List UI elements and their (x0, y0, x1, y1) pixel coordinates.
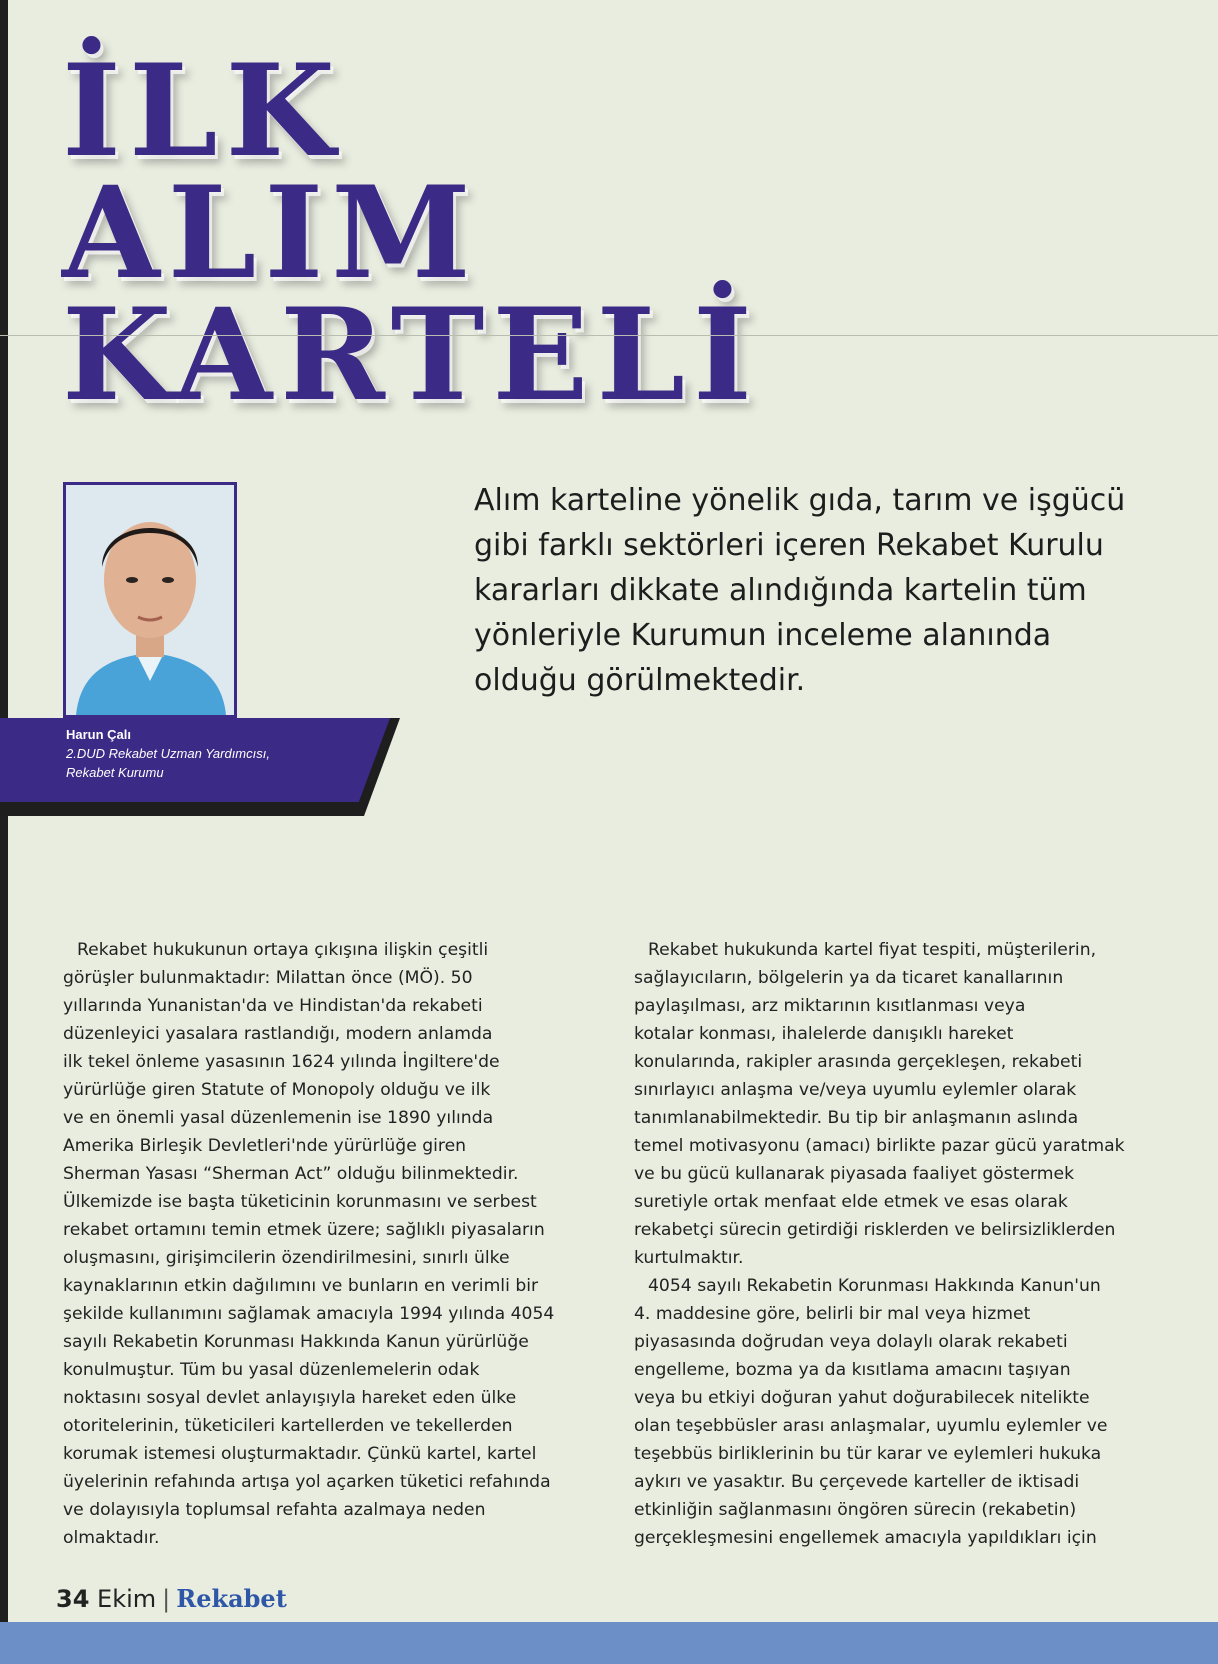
text-line: ve bu gücü kullanarak piyasada faaliyet göstermek (634, 1164, 1075, 1184)
paragraph (63, 936, 583, 1552)
text-line: engelleme, bozma ya da kısıtlama amacını taşıyan (634, 1360, 1071, 1380)
author-portrait-icon (66, 485, 234, 715)
text-line: sınırlayıcı anlaşma ve/veya uyumlu eylemler olarak (634, 1080, 1077, 1100)
text-line: görüşler bulunmaktadır: Milattan önce (MÖ). 50 (63, 968, 473, 988)
text-line: düzenleyici yasalara rastlandığı, modern anlamda (63, 1024, 493, 1044)
text-line: kotalar konması, ihalelerde danışıklı hareket (634, 1024, 1014, 1044)
footer-separator: | (162, 1585, 171, 1613)
text-line: rekabetçi sürecin getirdiği risklerden ve belirsizliklerden (634, 1220, 1116, 1240)
text-line: yürürlüğe giren Statute of Monopoly olduğu ve ilk (63, 1080, 491, 1100)
text-line: otoritelerinin, tüketicileri kartellerden ve tekellerden (63, 1416, 513, 1436)
pullquote-line: yönleriyle Kurumun inceleme alanında (474, 618, 1052, 653)
text-line: konularında, rakipler arasında gerçekleşen, rekabeti (634, 1052, 1083, 1072)
title-divider (0, 335, 1218, 336)
text-line: kurtulmaktır. (634, 1248, 744, 1268)
author-byline (66, 726, 270, 782)
scan-edge (0, 0, 8, 1664)
text-line: ve en önemli yasal düzenlemenin ise 1890 yılında (63, 1108, 494, 1128)
text-line: Sherman Yasası “Sherman Act” olduğu bilinmektedir. (63, 1164, 519, 1184)
article-title (62, 37, 782, 429)
text-line: piyasasında doğrudan veya dolaylı olarak rekabeti (634, 1332, 1068, 1352)
text-line: 4. maddesine göre, belirli bir mal veya hizmet (634, 1304, 1031, 1324)
title-line-2: KARTELİ (62, 281, 760, 429)
text-line: oluşmasını, girişimcilerin özendirilmesini, sınırlı ülke (63, 1248, 510, 1268)
text-line: 4054 sayılı Rekabetin Korunması Hakkında Kanun'un (648, 1276, 1101, 1296)
text-line: olan teşebbüsler arası anlaşmalar, uyumlu eylemler ve (634, 1416, 1108, 1436)
text-line: Ülkemizde ise başta tüketicinin korunmasını ve serbest (63, 1192, 537, 1212)
body-column-right (634, 936, 1154, 1552)
text-line: Rekabet hukukunun ortaya çıkışına ilişkin çeşitli (77, 940, 489, 960)
text-line: aykırı ve yasaktır. Bu çerçevede karteller de iktisadi (634, 1472, 1080, 1492)
author-photo (63, 482, 237, 718)
body-column-left (63, 936, 583, 1552)
text-line: etkinliğin sağlanmasını öngören sürecin (rekabetin) (634, 1500, 1077, 1520)
text-line: tanımlanabilmektedir. Bu tip bir anlaşmanın aslında (634, 1108, 1079, 1128)
author-name: Harun Çalı (66, 727, 132, 742)
author-role-1: 2.DUD Rekabet Uzman Yardımcısı, (66, 746, 270, 761)
text-line: konulmuştur. Tüm bu yasal düzenlemelerin odak (63, 1360, 480, 1380)
author-role-2: Rekabet Kurumu (66, 765, 164, 780)
pullquote-line: olduğu görülmektedir. (474, 663, 806, 698)
text-line: gerçekleşmesini engellemek amacıyla yapıldıkları için (634, 1528, 1097, 1548)
text-line: suretiyle ortak menfaat elde etmek ve esas olarak (634, 1192, 1068, 1212)
pull-quote (474, 478, 1174, 703)
text-line: paylaşılması, arz miktarının kısıtlanması veya (634, 996, 1026, 1016)
text-line: Rekabet hukukunda kartel fiyat tespiti, müşterilerin, (648, 940, 1097, 960)
title-line-1: İLK ALIM (62, 37, 479, 307)
text-line: ve dolayısıyla toplumsal refahta azalmaya neden (63, 1500, 486, 1520)
text-line: teşebbüs birliklerinin bu tür karar ve eylemleri hukuka (634, 1444, 1102, 1464)
paragraph (634, 1272, 1154, 1552)
pullquote-line: kararları dikkate alındığında kartelin tüm (474, 573, 1087, 608)
pullquote-line: Alım karteline yönelik gıda, tarım ve işgücü (474, 483, 1126, 518)
text-line: ilk tekel önleme yasasının 1624 yılında İngiltere'de (63, 1052, 500, 1072)
text-line: kaynaklarının etkin dağılımını ve bunların en verimli bir (63, 1276, 539, 1296)
text-line: korumak istemesi oluşturmaktadır. Çünkü kartel, kartel (63, 1444, 537, 1464)
magazine-name: Rekabet (176, 1584, 287, 1613)
text-line: noktasını sosyal devlet anlayışıyla hareket eden ülke (63, 1388, 517, 1408)
text-line: temel motivasyonu (amacı) birlikte pazar gücü yaratmak (634, 1136, 1125, 1156)
text-line: yıllarında Yunanistan'da ve Hindistan'da rekabeti (63, 996, 483, 1016)
footer-band (0, 1622, 1218, 1664)
text-line: sağlayıcıların, bölgelerin ya da ticaret kanallarının (634, 968, 1064, 988)
text-line: üyelerinin refahında artışa yol açarken tüketici refahında (63, 1472, 551, 1492)
text-line: sayılı Rekabetin Korunması Hakkında Kanun yürürlüğe (63, 1332, 529, 1352)
text-line: veya bu etkiyi doğuran yahut doğurabilecek nitelikte (634, 1388, 1090, 1408)
text-line: şekilde kullanımını sağlamak amacıyla 1994 yılında 4054 (63, 1304, 555, 1324)
text-line: olmaktadır. (63, 1528, 160, 1548)
text-line: Amerika Birleşik Devletleri'nde yürürlüğe giren (63, 1136, 467, 1156)
issue-month: Ekim (97, 1585, 157, 1613)
page-footer (56, 1584, 287, 1613)
text-line: rekabet ortamını temin etmek üzere; sağlıklı piyasaların (63, 1220, 545, 1240)
paragraph (634, 936, 1154, 1272)
pullquote-line: gibi farklı sektörleri içeren Rekabet Kurulu (474, 528, 1104, 563)
page-number: 34 (56, 1585, 90, 1613)
